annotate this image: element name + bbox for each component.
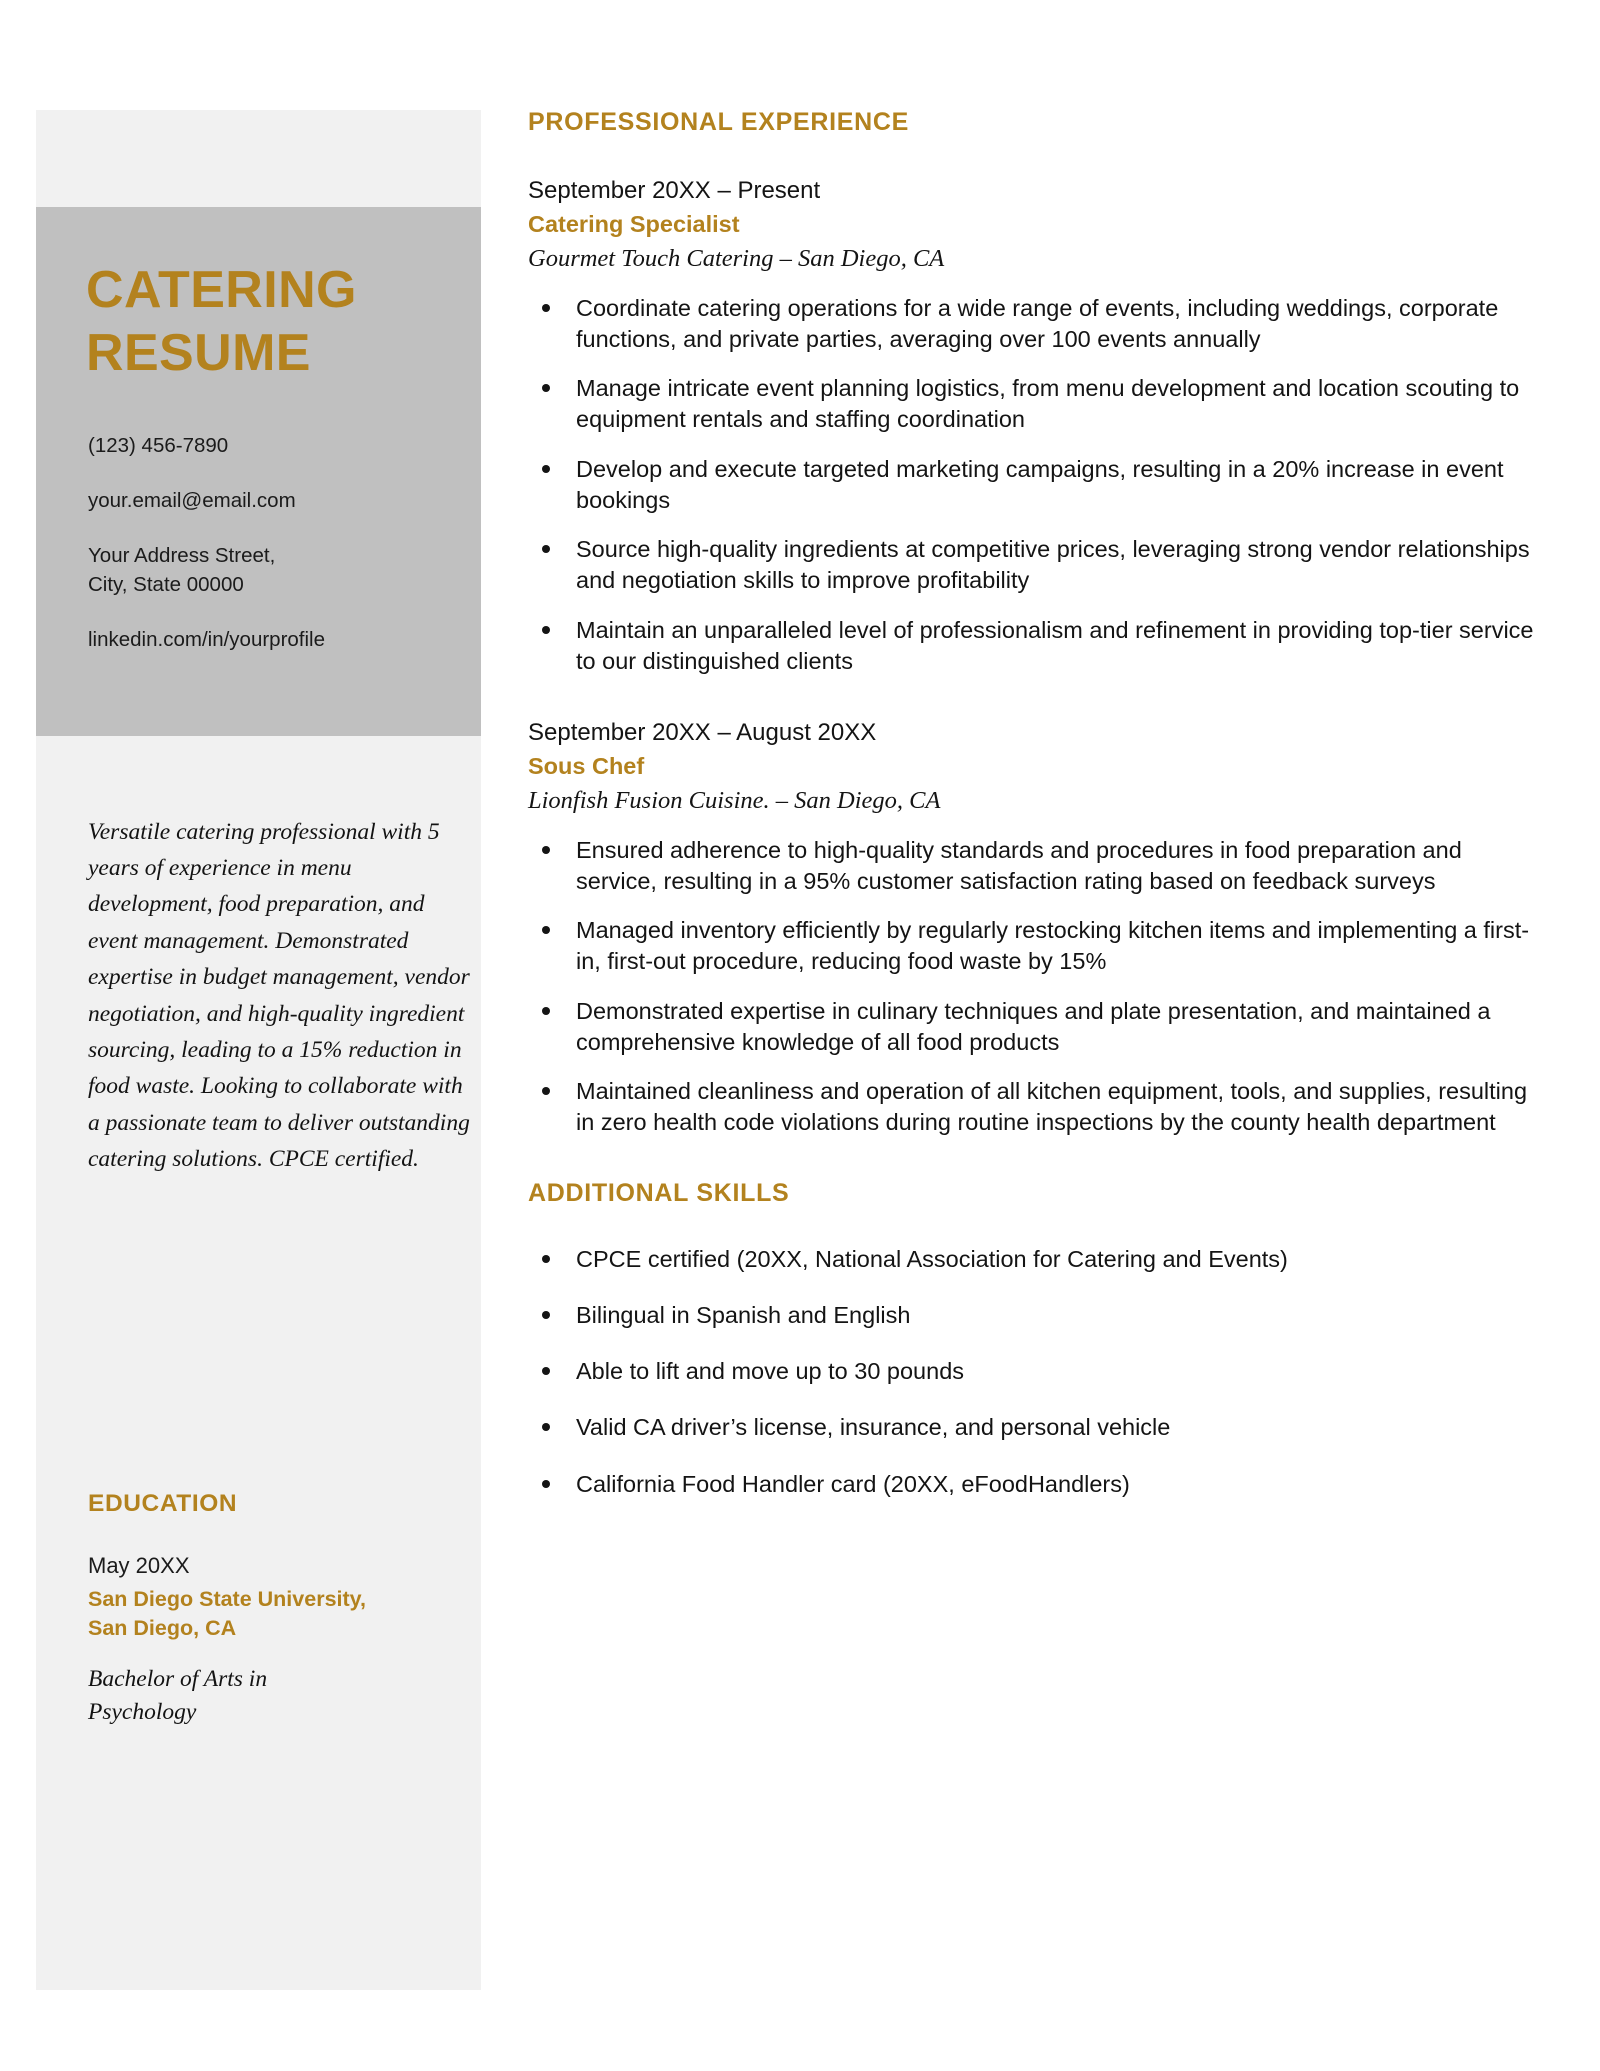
skills-heading: ADDITIONAL SKILLS xyxy=(528,1178,790,1207)
name-block xyxy=(36,207,481,736)
skill-item xyxy=(528,1469,1538,1500)
page-title-line-1: CATERING xyxy=(86,261,357,319)
job-bullet-list xyxy=(528,293,1538,678)
skill-text: Valid CA driver’s license, insurance, and personal vehicle xyxy=(576,1414,1171,1441)
job-bullet xyxy=(528,534,1538,597)
sidebar xyxy=(36,110,481,1990)
contact-address-line-1: Your Address Street, xyxy=(88,544,276,568)
education-degree xyxy=(88,1663,478,1730)
education-section xyxy=(88,1490,478,1729)
skills-list xyxy=(528,1244,1538,1500)
education-school-line-1: San Diego State University, xyxy=(88,1586,366,1611)
job-bullet xyxy=(528,1076,1538,1139)
contact-linkedin[interactable]: linkedin.com/in/yourprofile xyxy=(88,628,326,651)
professional-summary: Versatile catering professional with 5 years of experience in menu development, food preparation, and event management. Demonstrated expertise in budget management, vendor negotiation, and high-quality ingredient sourcing, leading to a 15% reduction in food waste. Looking to collaborate with a passionate team to deliver outstanding catering solutions. CPCE certified. xyxy=(88,818,470,1173)
skill-text: Bilingual in Spanish and English xyxy=(576,1301,911,1328)
job-bullet xyxy=(528,454,1538,517)
bullet-dot-icon xyxy=(542,1311,550,1319)
job-bullet-text: Managed inventory efficiently by regularly restocking kitchen items and implementing a first-in, first-out procedure, reducing food waste by 15% xyxy=(576,917,1530,975)
bullet-dot-icon xyxy=(542,1423,550,1431)
bullet-dot-icon xyxy=(542,545,550,553)
bullet-dot-icon xyxy=(542,465,550,473)
bullet-dot-icon xyxy=(542,304,550,312)
skill-item xyxy=(528,1412,1538,1443)
job-entry xyxy=(528,175,1538,677)
job-date: September 20XX – Present xyxy=(528,177,821,204)
job-bullet xyxy=(528,835,1538,898)
skill-text: California Food Handler card (20XX, eFoodHandlers) xyxy=(576,1470,1130,1497)
bullet-dot-icon xyxy=(542,1480,550,1488)
job-bullet-text: Ensured adherence to high-quality standards and procedures in food preparation and service, resulting in a 95% customer satisfaction rating based on feedback surveys xyxy=(576,836,1462,894)
skill-item xyxy=(528,1356,1538,1387)
job-company: Gourmet Touch Catering – San Diego, CA xyxy=(528,244,945,272)
job-bullet xyxy=(528,615,1538,678)
job-bullet xyxy=(528,373,1538,436)
education-school-line-2: San Diego, CA xyxy=(88,1615,237,1640)
main-content xyxy=(528,108,1538,1500)
page-title-line-2: RESUME xyxy=(86,324,311,383)
contact-email[interactable]: your.email@email.com xyxy=(88,489,296,513)
skill-item xyxy=(528,1300,1538,1331)
bullet-dot-icon xyxy=(542,1255,550,1263)
skill-text: CPCE certified (20XX, National Association for Catering and Events) xyxy=(576,1245,1288,1272)
job-bullet-text: Source high-quality ingredients at competitive prices, leveraging strong vendor relationships and negotiation skills to improve profitability xyxy=(576,536,1530,594)
skill-item xyxy=(528,1244,1538,1275)
job-bullet xyxy=(528,915,1538,978)
job-bullet-text: Demonstrated expertise in culinary techniques and plate presentation, and maintained a comprehensive knowledge of all food products xyxy=(576,997,1491,1055)
education-heading: EDUCATION xyxy=(88,1490,238,1517)
job-bullet-text: Develop and execute targeted marketing campaigns, resulting in a 20% increase in event bookings xyxy=(576,455,1504,513)
page-title xyxy=(86,259,429,386)
job-bullet-list xyxy=(528,835,1538,1139)
job-date: September 20XX – August 20XX xyxy=(528,719,877,747)
bullet-dot-icon xyxy=(542,1007,550,1015)
education-degree-line-1: Bachelor of Arts in xyxy=(88,1665,268,1692)
job-title: Catering Specialist xyxy=(528,211,740,238)
bullet-dot-icon xyxy=(542,846,550,854)
job-company: Lionfish Fusion Cuisine. – San Diego, CA xyxy=(528,786,941,814)
contact-phone: (123) 456-7890 xyxy=(88,433,229,457)
education-school xyxy=(88,1585,478,1643)
bullet-dot-icon xyxy=(542,626,550,634)
bullet-dot-icon xyxy=(542,1087,550,1095)
bullet-dot-icon xyxy=(542,926,550,934)
skill-text: Able to lift and move up to 30 pounds xyxy=(576,1358,965,1385)
job-title: Sous Chef xyxy=(528,753,645,780)
bullet-dot-icon xyxy=(542,384,550,392)
additional-skills-section xyxy=(528,1179,1538,1500)
education-degree-line-2: Psychology xyxy=(88,1698,197,1725)
job-bullet-text: Maintained cleanliness and operation of all kitchen equipment, tools, and supplies, resulting in zero health code violations during routine inspections by the county health department xyxy=(576,1078,1528,1136)
job-bullet xyxy=(528,996,1538,1059)
contact-address-line-2: City, State 00000 xyxy=(88,572,244,596)
job-bullet-text: Manage intricate event planning logistics, from menu development and location scouting to equipment rentals and staffing coordination xyxy=(576,375,1520,433)
job-entry xyxy=(528,717,1538,1139)
contact-list xyxy=(88,432,429,654)
bullet-dot-icon xyxy=(542,1367,550,1375)
job-bullet-text: Coordinate catering operations for a wide range of events, including weddings, corporate functions, and private parties, averaging over 100 events annually xyxy=(576,294,1499,352)
job-bullet xyxy=(528,293,1538,356)
education-date: May 20XX xyxy=(88,1553,190,1578)
job-bullet-text: Maintain an unparalleled level of professionalism and refinement in providing top-tier service to our distinguished clients xyxy=(576,616,1534,674)
experience-heading: PROFESSIONAL EXPERIENCE xyxy=(528,108,909,136)
contact-address xyxy=(88,542,429,599)
